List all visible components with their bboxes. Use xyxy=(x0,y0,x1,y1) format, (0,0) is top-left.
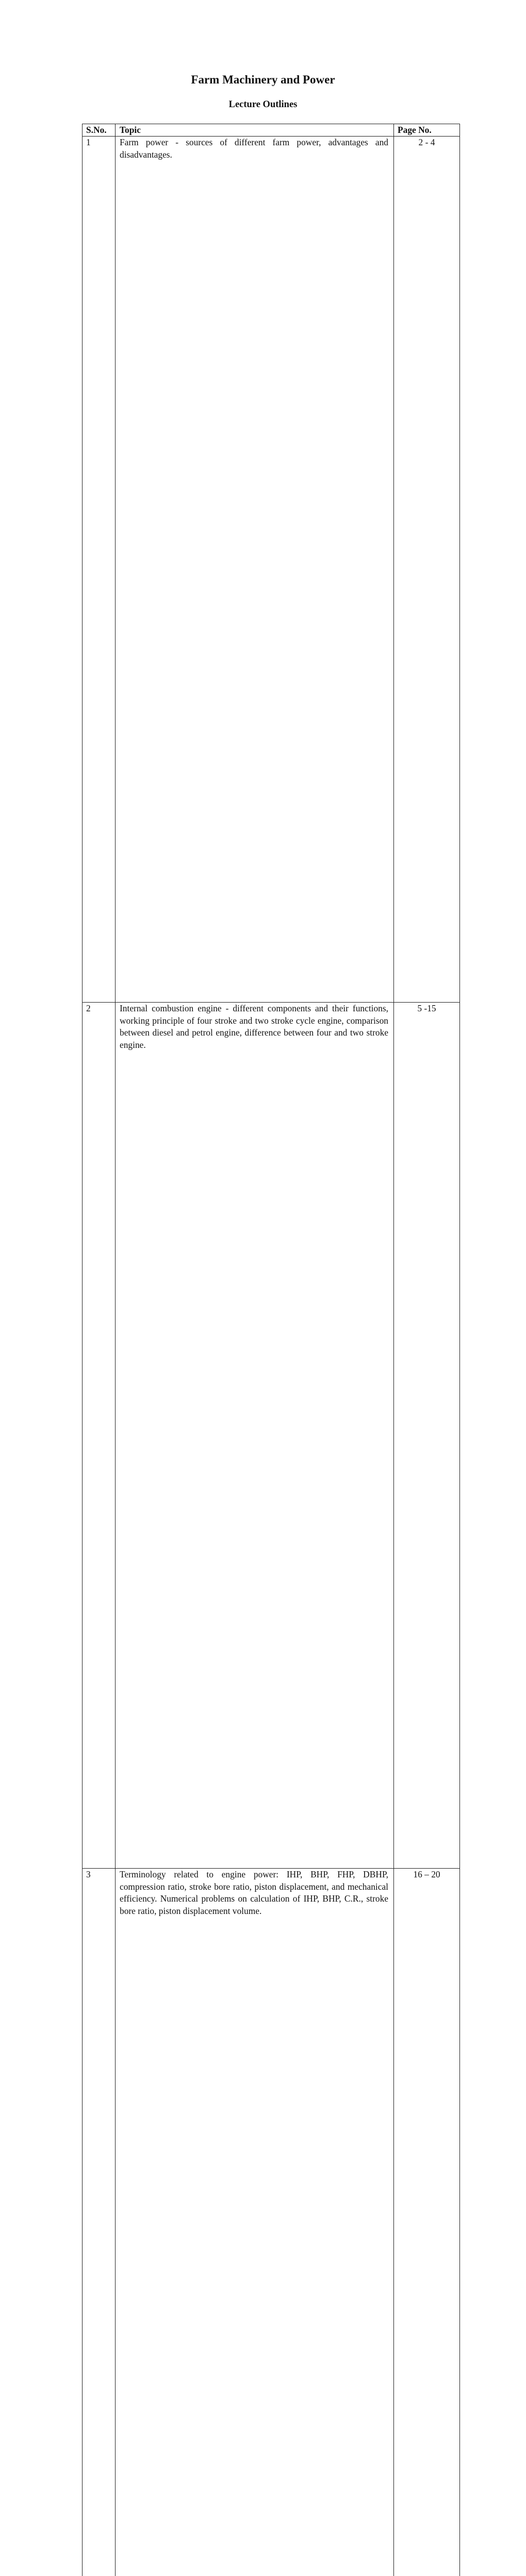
lecture-outline-table xyxy=(82,124,460,2576)
table-header-row xyxy=(83,124,460,137)
row-sno: 2 xyxy=(83,1003,116,1869)
table-body xyxy=(83,137,460,2576)
header-page-no: Page No. xyxy=(394,124,460,137)
row-page-no: 5 -15 xyxy=(394,1003,460,1869)
row-topic: Farm power - sources of different farm power, advantages and disadvantages. xyxy=(116,137,394,1003)
document-subtitle: Lecture Outlines xyxy=(228,99,298,110)
header-sno: S.No. xyxy=(83,124,116,137)
table-row xyxy=(83,1869,460,2576)
row-topic: Terminology related to engine power: IHP, BHP, FHP, DBHP, compression ratio, stroke bore ratio, piston displacement, and mechanical efficiency. Numerical problems on calculation of IHP, BHP, C.R., stroke bore ratio, piston displacement volume. xyxy=(116,1869,394,2576)
table-row xyxy=(83,137,460,1003)
row-sno: 1 xyxy=(83,137,116,1003)
row-sno: 3 xyxy=(83,1869,116,2576)
row-topic: Internal combustion engine - different components and their functions, working principle of four stroke and two stroke cycle engine, comparison between diesel and petrol engine, difference between four and two stroke engine. xyxy=(116,1003,394,1869)
row-page-no: 2 - 4 xyxy=(394,137,460,1003)
document-title: Farm Machinery and Power xyxy=(191,73,335,86)
table-row xyxy=(83,1003,460,1869)
row-page-no: 16 – 20 xyxy=(394,1869,460,2576)
header-topic: Topic xyxy=(116,124,394,137)
